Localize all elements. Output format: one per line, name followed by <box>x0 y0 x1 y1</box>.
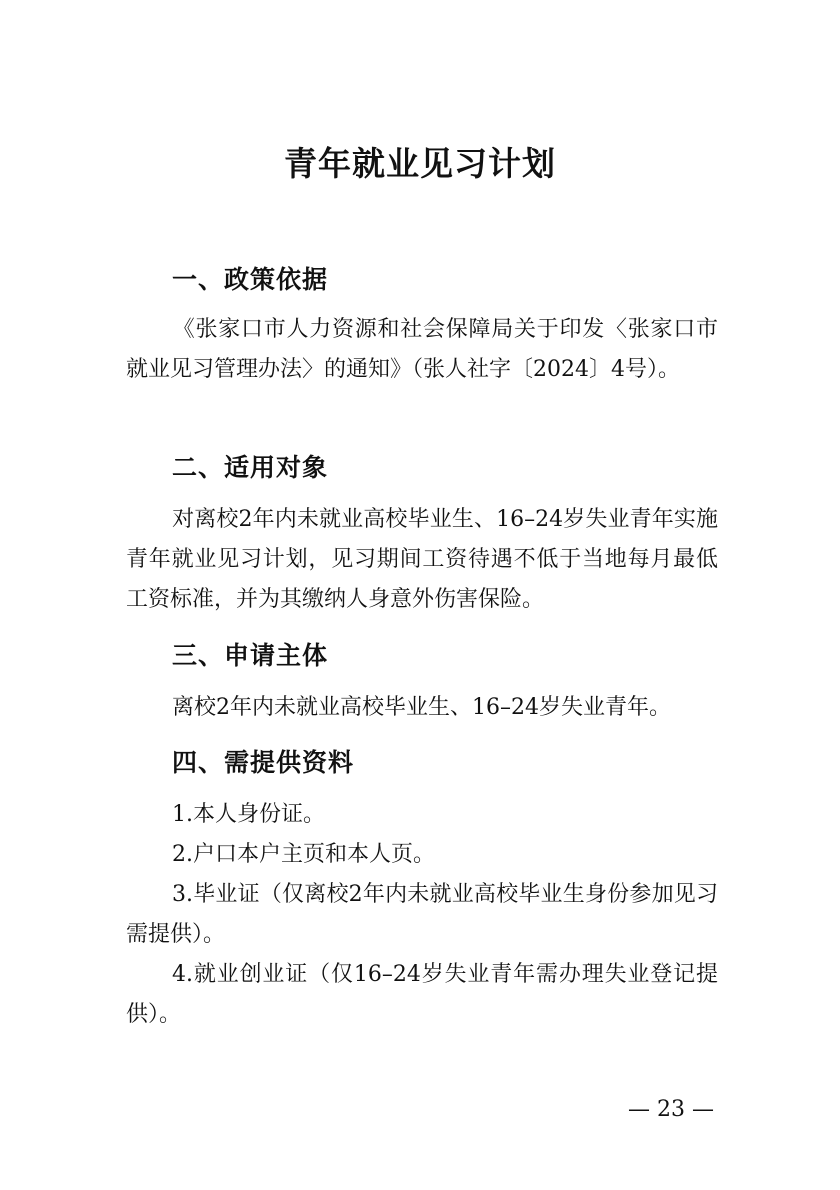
page-number: — 23 — <box>628 1097 714 1122</box>
paragraph-policy-basis <box>126 310 718 390</box>
section-heading-applicant: 三、申请主体 <box>172 641 329 670</box>
paragraph-text: 《张家口市人力资源和社会保障局关于印发〈张家口市就业见习管理办法〉的通知》（张人社字〔2024〕4号）。 <box>126 317 718 382</box>
paragraph-text: 4.就业创业证（仅16–24岁失业青年需办理失业登记提供）。 <box>126 962 718 1027</box>
list-item-material-2 <box>126 835 718 875</box>
paragraph-text: 2.户口本户主页和本人页。 <box>172 842 435 867</box>
section-heading-applicable-targets: 二、适用对象 <box>172 453 329 482</box>
paragraph-text: 1.本人身份证。 <box>172 802 325 827</box>
list-item-material-4 <box>126 955 718 1035</box>
list-item-material-3 <box>126 875 718 955</box>
section-heading-policy-basis: 一、政策依据 <box>172 265 329 294</box>
document-title: 青年就业见习计划 <box>284 144 556 183</box>
paragraph-applicable-targets <box>126 500 718 620</box>
paragraph-text: 3.毕业证（仅离校2年内未就业高校毕业生身份参加见习需提供）。 <box>126 882 718 947</box>
paragraph-text: 对离校2年内未就业高校毕业生、16–24岁失业青年实施青年就业见习计划，见习期间工资待遇不低于当地每月最低工资标准，并为其缴纳人身意外伤害保险。 <box>126 507 718 612</box>
list-item-material-1 <box>126 795 718 835</box>
paragraph-text: 离校2年内未就业高校毕业生、16–24岁失业青年。 <box>172 695 671 720</box>
paragraph-applicant <box>126 688 718 728</box>
section-heading-required-materials: 四、需提供资料 <box>172 748 355 777</box>
